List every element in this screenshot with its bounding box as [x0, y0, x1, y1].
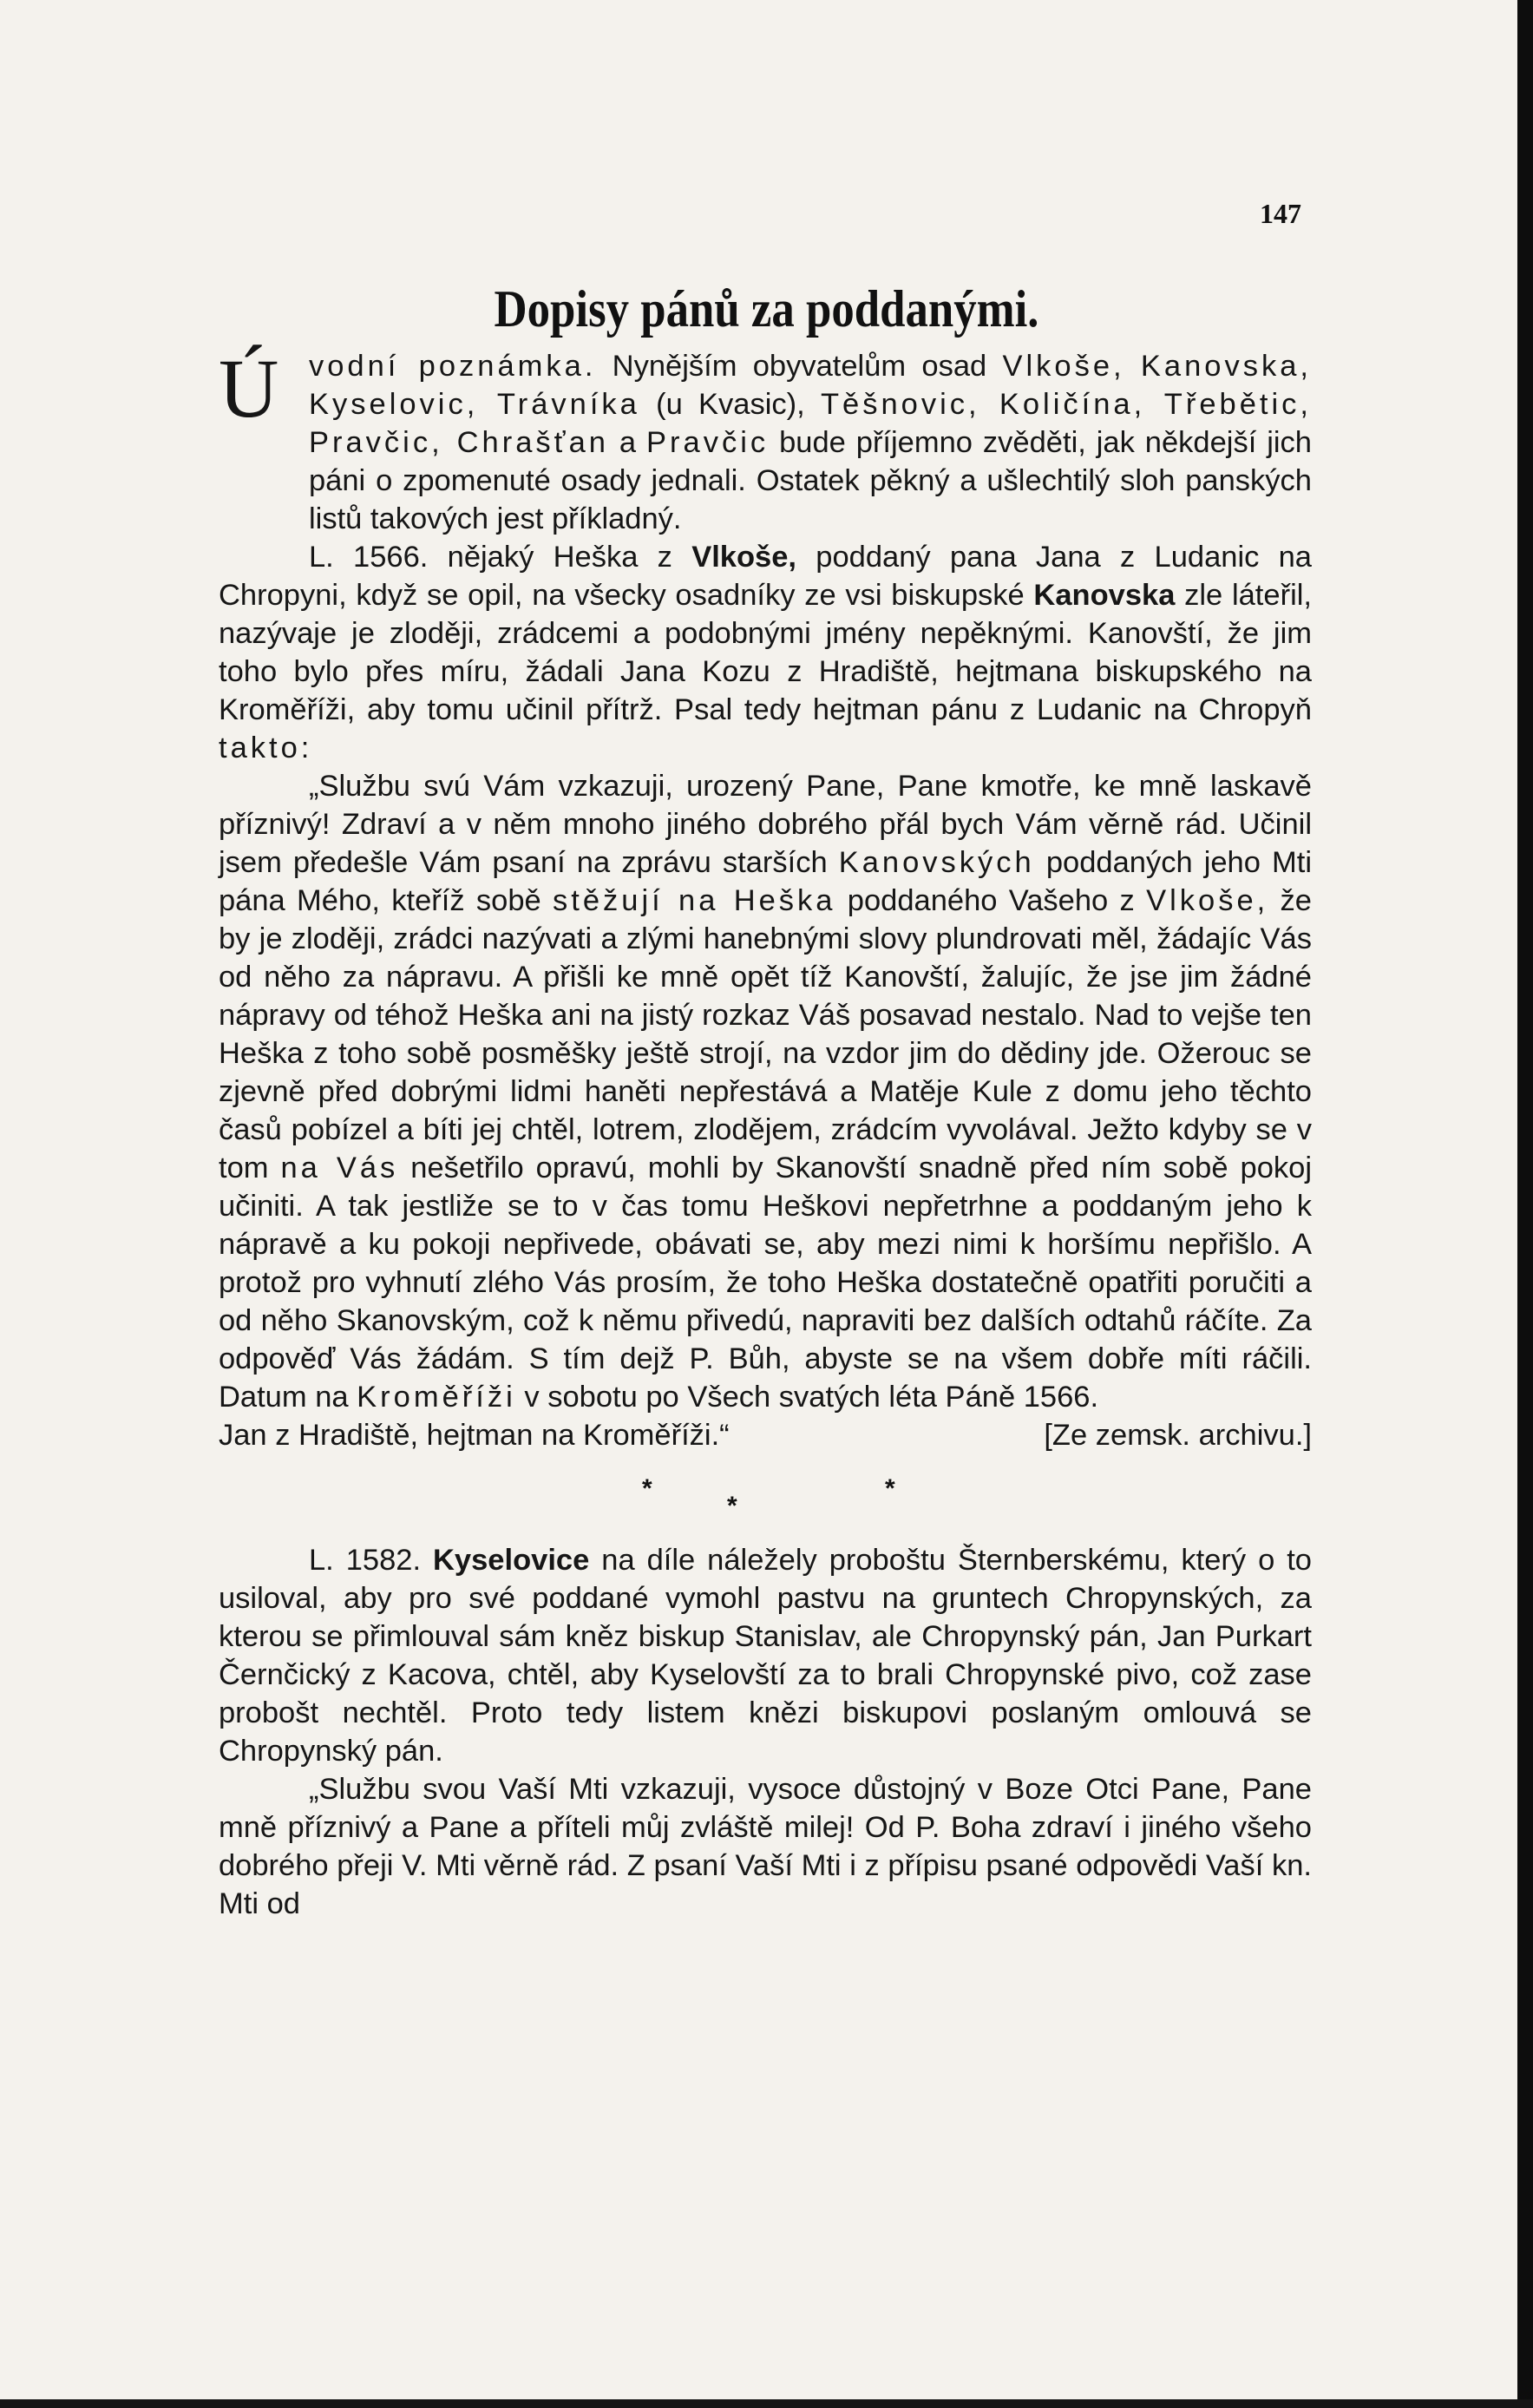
- separator-star: *: [642, 1474, 652, 1503]
- signature: Jan z Hradiště, hejtman na Kroměříži.“: [219, 1419, 730, 1452]
- separator-star: *: [727, 1492, 737, 1520]
- section2-letter: „Službu svou Vaší Mti vzkazuji, vysoce důstojný v Boze Otci Pane, Pane mně příznivý a Pane a příteli můj zvláště milej! Od P. Boha zdraví i jiného všeho dobrého přeji V. Mti věrně rád. Z psaní Vaší Mti i z přípisu psané odpovědi Vaší kn. Mti od: [219, 1773, 1312, 1920]
- section-separator: [219, 1454, 1312, 1541]
- drop-cap: Ú: [219, 342, 279, 435]
- section1-letter: „Službu svú Vám vzkazuji, urozený Pane, Pane kmotře, ke mně laskavě příznivý! Zdraví a v něm mnoho jiného dobrého přál bych Vám věrně rád. Učinil jsem předešle Vám psaní na zprávu starších Kanovských poddaných jeho Mti pána Mého, kteříž sobě stěžují na Heška poddaného Vašeho z Vlkoše, že by je zloději, zrádci nazývati a zlými hanebnými slovy plundrovati měl, žádajíc Vás od něho za nápravu. A přišli ke mně opět tíž Kanovští, žalujíc, že jse jim žádné nápravy od téhož Heška ani na jistý rozkaz Váš posavad nestalo. Nad to vejše ten Heška z toho sobě posměšky ještě strojí, na vzdor jim do dědiny jde. Ožerouc se zjevně před dobrými lidmi haněti nepřestává a Matěje Kule z domu jeho těchto časů pobízel a bíti jej chtěl, lotrem, zlodějem, zrádcím vyvolával. Ježto kdyby se v tom na Vás nešetřilo opravú, mohli by Skanovští snadně před ním sobě pokoj učiniti. A tak jestliže se to v čas tomu Heškovi nepřetrhne a poddaným jeho k nápravě a ku pokoji nepřivede, obávati se, aby mezi nimi k horšímu nepřišlo. A protož pro vyhnutí zlého Vás prosím, že toho Heška dostatečně opatřiti poručiti a od něho Skanovským, což k němu přivedú, napraviti bez dalších odtahů ráčíte. Za odpověď Vás žádám. S tím dejž P. Bůh, abyste se na všem dobře míti ráčili. Datum na Kroměříži v sobotu po Všech svatých léta Páně 1566.: [219, 770, 1312, 1414]
- intro-label: vodní poznámka.: [309, 350, 597, 383]
- intro-paragraph: Ú vodní poznámka. Nynějším obyvatelům osad Vlkoše, Kanovska, Kyselovic, Trávníka (u Kvasic), Těšnovic, Količína, Třebětic, Pravčic, Chrašťan a Pravčic bude příjemno zvěděti, jak někdejší jich páni o zpomenuté osady jednali. Ostatek pěkný a ušlechtilý sloh panských listů takových jest příkladný.: [219, 342, 1313, 535]
- section1-paragraph-1: L. 1566. nějaký Heška z Vlkoše, poddaný pana Jana z Ludanic na Chropyni, když se opil, na všecky osadníky ze vsi biskupské Kanovska zle láteřil, nazývaje je zloději, zrádcemi a podobnými jmény nepěknými. Kanovští, že jim toho bylo přes míru, žádali Jana Kozu z Hradiště, hejtmana biskupského na Kroměříži, aby tomu učinil přítrž. Psal tedy hejtman pánu z Ludanic na Chropyň takto:: [219, 541, 1312, 764]
- main-text: [219, 342, 1313, 1923]
- page-number: 147: [1260, 198, 1301, 229]
- source-note: [Ze zemsk. archivu.]: [1044, 1419, 1312, 1452]
- section2-paragraph-1: L. 1582. Kyselovice na díle náležely proboštu Šternberskému, který o to usiloval, aby pro své poddané vymohl pastvu na gruntech Chropynských, za kterou se přimlouval sám kněz biskup Stanislav, ale Chropynský pán, Jan Purkart Černčický z Kacova, chtěl, aby Kyselovští za to brali Chropynské pivo, což zase probošt nechtěl. Proto tedy listem knězi biskupovi poslaným omlouvá se Chropynský pán.: [219, 1544, 1312, 1768]
- scan-edge-right: [1517, 0, 1533, 2408]
- scan-edge-bottom: [0, 2399, 1533, 2408]
- signature-row: [219, 1416, 1312, 1454]
- separator-star: *: [885, 1474, 895, 1503]
- page-title: Dopisy pánů za poddanými.: [494, 280, 1039, 338]
